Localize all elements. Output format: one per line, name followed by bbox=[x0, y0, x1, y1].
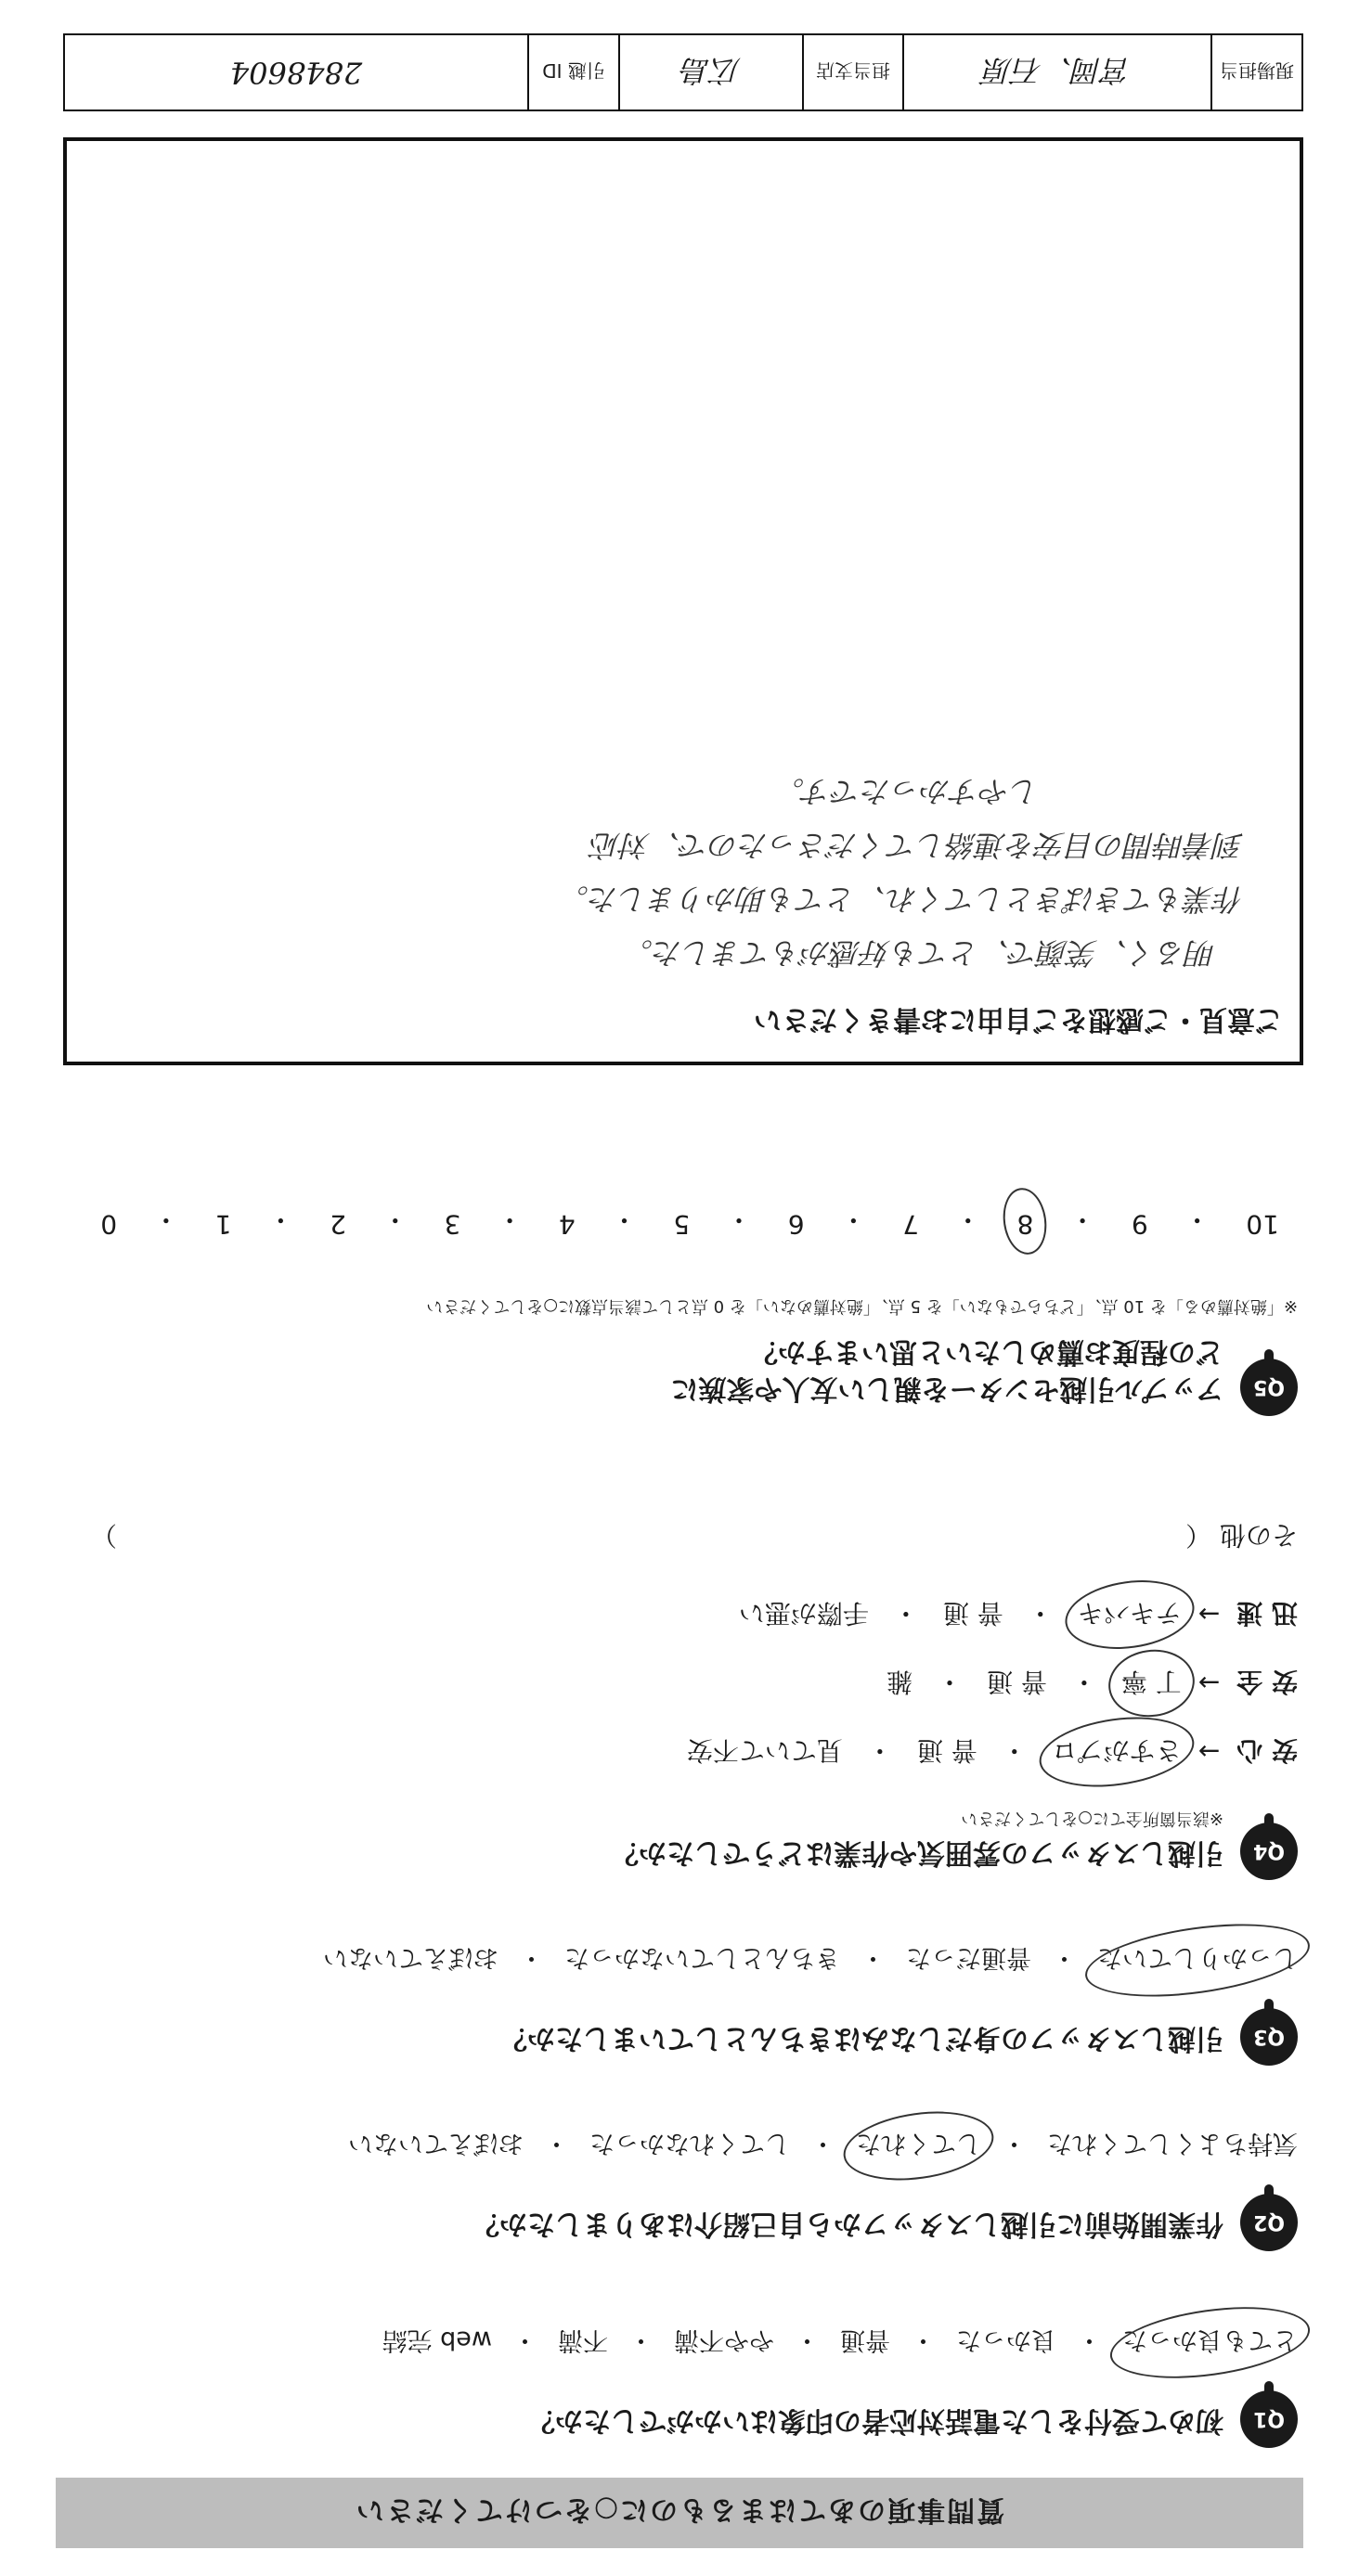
q4-option[interactable]: 見ていて不安 bbox=[686, 1735, 843, 1766]
q4-row-label: 迅 速 bbox=[1236, 1598, 1298, 1629]
q3-title: 引越しスタッフの身だしなみはきちんとしていましたか？ bbox=[499, 2022, 1223, 2054]
q4-row-label: 安 心 bbox=[1236, 1735, 1298, 1766]
q1-option[interactable]: とても良かった bbox=[1122, 2325, 1298, 2361]
q4-row-jinsoku: 迅 速 → テキパキ ・ 普 通 ・ 手際が悪い bbox=[63, 1596, 1298, 1633]
id-label: 引越 ID bbox=[527, 35, 618, 109]
q5-scale-option[interactable]: 8 bbox=[1017, 1203, 1034, 1240]
q3-badge: Q3 bbox=[1240, 2008, 1298, 2066]
leader-label: 現場担当 bbox=[1210, 35, 1301, 109]
q5-scale-option[interactable]: 2 bbox=[330, 1209, 346, 1240]
branch-value: 広島 bbox=[618, 35, 802, 109]
arrow-icon: → bbox=[1197, 1599, 1221, 1630]
comment-line: しやすかったです。 bbox=[774, 774, 1040, 809]
q2-option[interactable]: おぼえていない bbox=[348, 2129, 524, 2157]
q2-option[interactable]: してくれなかった bbox=[589, 2129, 790, 2157]
comment-line: 到着時間の目安を連絡してくださったので、対応 bbox=[590, 828, 1244, 863]
q1-option[interactable]: やや不満 bbox=[674, 2325, 774, 2354]
q1-title: 初めて受付をした電話対応者の印象はいかがでしたか？ bbox=[527, 2404, 1223, 2437]
id-value: 2848604 bbox=[229, 55, 363, 90]
q4-note: ※該当箇所全てに○をしてください bbox=[961, 1809, 1223, 1828]
q1-option[interactable]: 良かった bbox=[956, 2325, 1056, 2354]
question-2 bbox=[63, 2128, 1298, 2251]
q4-option[interactable]: 普 通 bbox=[916, 1735, 977, 1766]
q1-option[interactable]: 不満 bbox=[558, 2325, 608, 2354]
q1-option[interactable]: 普通 bbox=[840, 2325, 890, 2354]
q3-option[interactable]: しっかりしていた bbox=[1097, 1942, 1298, 1978]
q2-option[interactable]: してくれた bbox=[856, 2128, 981, 2164]
q1-options: とても良かった ・ 良かった ・ 普通 ・ やや不満 ・ 不満 ・ web 完結 bbox=[63, 2325, 1298, 2361]
q4-option[interactable]: 丁 寧 bbox=[1121, 1665, 1182, 1702]
arrow-icon: → bbox=[1197, 1668, 1221, 1699]
q4-option[interactable]: さすがプロ bbox=[1052, 1733, 1182, 1771]
instruction-banner: 質問事項のあてはまるものに○をつけてください bbox=[56, 2478, 1303, 2548]
q4-row-anzen: 安 全 → 丁 寧 ・ 普 通 ・ 雑 bbox=[63, 1665, 1298, 1702]
q4-other-close: ） bbox=[91, 1520, 118, 1551]
q4-option[interactable]: 普 通 bbox=[942, 1598, 1003, 1629]
q5-title-line1: アップル引越センターを親しい友人や家族に bbox=[670, 1372, 1223, 1405]
q5-scale: 10 ・ 9 ・ 8 ・ 7 ・ 6 ・ 5 ・ 4 ・ 3 ・ 2 ・ 1 ・ 0 bbox=[100, 1204, 1279, 1240]
survey-sheet bbox=[56, 28, 1303, 2548]
comment-line: 明るく、笑顔で、とても好感がもてました。 bbox=[623, 935, 1216, 971]
q2-badge: Q2 bbox=[1240, 2194, 1298, 2251]
q5-scale-option[interactable]: 4 bbox=[558, 1209, 576, 1240]
question-4 bbox=[63, 1518, 1298, 1880]
question-1 bbox=[63, 2325, 1298, 2448]
q3-options: しっかりしていた ・ 普通だった ・ きちんとしていなかった ・ おぼえていない bbox=[63, 1942, 1298, 1978]
q5-title-line2: どの程度お薦めしたいと思いますか？ bbox=[750, 1335, 1223, 1368]
q2-title: 作業開始前に引越しスタッフから自己紹介はありましたか？ bbox=[472, 2208, 1223, 2240]
q4-option[interactable]: 普 通 bbox=[986, 1667, 1047, 1697]
footer-table bbox=[63, 33, 1303, 111]
arrow-icon: → bbox=[1197, 1736, 1221, 1768]
q1-badge: Q1 bbox=[1240, 2390, 1298, 2448]
q5-badge: Q5 bbox=[1240, 1359, 1298, 1416]
comment-line: 作業もてきぱきとしてくれ、とても助かりました。 bbox=[559, 882, 1244, 917]
q4-other-label: その他 （ bbox=[1185, 1520, 1298, 1551]
q5-scale-option[interactable]: 0 bbox=[100, 1209, 118, 1240]
q3-option[interactable]: きちんとしていなかった bbox=[564, 1943, 840, 1972]
q5-scale-option[interactable]: 7 bbox=[902, 1209, 919, 1240]
q4-option[interactable]: 手際が悪い bbox=[738, 1598, 869, 1629]
comment-heading: ご意見・ご感想をご自由にお書きください bbox=[754, 1003, 1283, 1036]
q4-row-anshin: 安 心 → さすがプロ ・ 普 通 ・ 見ていて不安 bbox=[63, 1733, 1298, 1771]
leader-value: 宮岡、石原 bbox=[902, 35, 1210, 109]
q5-scale-option[interactable]: 1 bbox=[214, 1209, 232, 1240]
q5-scale-option[interactable]: 3 bbox=[444, 1209, 461, 1240]
q1-option[interactable]: web 完結 bbox=[382, 2325, 492, 2354]
branch-label: 担当支店 bbox=[802, 35, 902, 109]
q2-options: 気持ちよくしてくれた ・ してくれた ・ してくれなかった ・ おぼえていない bbox=[63, 2128, 1298, 2164]
q4-option[interactable]: 雑 bbox=[886, 1667, 912, 1697]
q3-option[interactable]: おぼえていない bbox=[323, 1943, 498, 1972]
q4-title: 引越しスタッフの雰囲気や作業はどうでしたか？ bbox=[611, 1836, 1223, 1869]
q4-row-label: 安 全 bbox=[1236, 1667, 1298, 1697]
q5-scale-option[interactable]: 10 bbox=[1246, 1209, 1279, 1240]
question-5 bbox=[63, 1203, 1298, 1416]
q4-option[interactable]: テキパキ bbox=[1078, 1596, 1182, 1633]
q4-badge: Q4 bbox=[1240, 1823, 1298, 1880]
question-3 bbox=[63, 1942, 1298, 2066]
comment-box[interactable] bbox=[63, 137, 1303, 1065]
q5-scale-option[interactable]: 6 bbox=[787, 1209, 805, 1240]
q4-other-row bbox=[91, 1518, 1298, 1555]
q5-note: ※「絶対薦める」を 10 点、「どちらでもない」を 5 点、「絶対薦めない」を 0 点として該当点数に○をしてください bbox=[426, 1296, 1298, 1316]
q2-option[interactable]: 気持ちよくしてくれた bbox=[1047, 2129, 1298, 2157]
q5-scale-option[interactable]: 5 bbox=[673, 1209, 691, 1240]
q3-option[interactable]: 普通だった bbox=[906, 1943, 1031, 1972]
q5-scale-option[interactable]: 9 bbox=[1131, 1209, 1148, 1240]
